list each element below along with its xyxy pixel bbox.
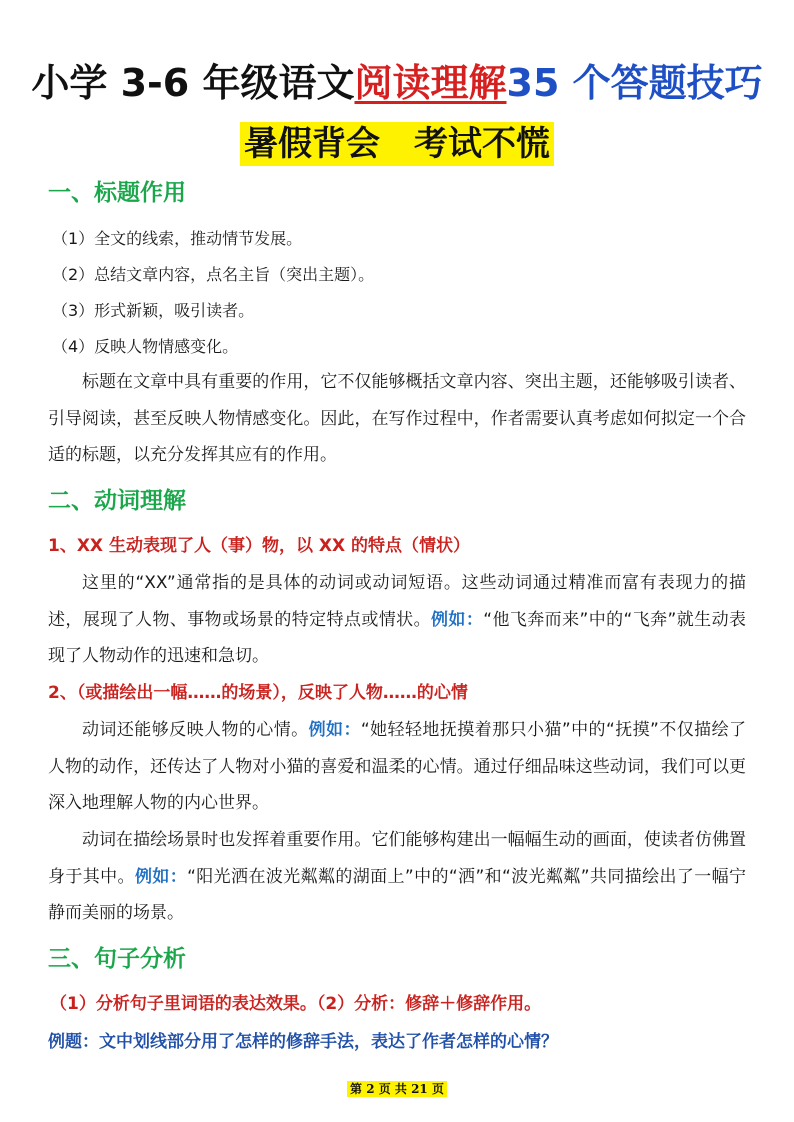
section-heading-sentence-analysis: 三、句子分析 bbox=[48, 946, 186, 972]
paragraph-text: 这里的“XX”通常指的是具体的动词或动词短语。这些动词通过精准而富有表现力的描述，展现了人物、事物或场景的特定特点或情状。 bbox=[48, 573, 746, 630]
paragraph-text: “他飞奔而来”中的“飞奔”就生动表现了人物动作的迅速和急切。 bbox=[48, 609, 747, 666]
section-heading-title-function: 一、标题作用 bbox=[48, 180, 186, 206]
paragraph-text: 动词在描绘场景时也发挥着重要作用。它们能够构建出一幅幅生动的画面，使读者仿佛置身于其中。 bbox=[48, 830, 746, 887]
list-item: （1）全文的线索，推动情节发展。 bbox=[52, 229, 303, 248]
title-part-reading: 阅读理解 bbox=[354, 61, 507, 105]
subheading-sentence: （1）分析句子里词语的表达效果。（2）分析：修辞＋修辞作用。 bbox=[50, 994, 542, 1014]
example-label: 例如： bbox=[134, 866, 188, 887]
list-item: （4）反映人物情感变化。 bbox=[52, 337, 239, 356]
section2-paragraph-2 bbox=[48, 712, 746, 822]
example-question: 例题：文中划线部分用了怎样的修辞手法，表达了作者怎样的心情？ bbox=[48, 1032, 558, 1052]
list-item: （2）总结文章内容，点名主旨（突出主题）。 bbox=[52, 265, 375, 284]
section-heading-verb-understanding: 二、动词理解 bbox=[48, 488, 186, 514]
section2-paragraph-3 bbox=[48, 822, 746, 932]
page-number bbox=[0, 1080, 794, 1098]
section1-paragraph: 标题在文章中具有重要的作用，它不仅能够概括文章内容、突出主题，还能够吸引读者、引导阅读，甚至反映人物情感变化。因此，在写作过程中，作者需要认真考虑如何拟定一个合适的标题，以充分发挥其应有的作用。 bbox=[48, 372, 746, 465]
paragraph-text: “她轻轻地抚摸着那只小猫”中的“抚摸”不仅描绘了人物的动作，还传达了人物对小猫的喜爱和温柔的心情。通过仔细品味这些动词，我们可以更深入地理解人物的内心世界。 bbox=[48, 720, 747, 813]
page-subtitle bbox=[0, 118, 794, 170]
subheading-verb-2: 2、（或描绘出一幅……的场景），反映了人物……的心情 bbox=[48, 683, 468, 703]
section2-paragraph-1 bbox=[48, 565, 746, 675]
page-number-label: 第 2 页 共 21 页 bbox=[347, 1081, 447, 1097]
example-label: 例如： bbox=[308, 720, 361, 740]
example-label: 例如： bbox=[431, 609, 484, 630]
list-item: （3）形式新颖，吸引读者。 bbox=[52, 301, 255, 320]
page-title bbox=[0, 58, 794, 108]
title-part-grade: 小学 3-6 年级语文 bbox=[31, 61, 355, 105]
subheading-verb-1: 1、XX 生动表现了人（事）物，以 XX 的特点（情状） bbox=[48, 536, 471, 556]
paragraph-text: 动词还能够反映人物的心情。 bbox=[82, 720, 309, 740]
subtitle-highlight: 暑假背会 考试不慌 bbox=[240, 122, 554, 166]
title-part-tips: 35 个答题技巧 bbox=[506, 61, 763, 105]
paragraph-text: “阳光洒在波光粼粼的湖面上”中的“洒”和“波光粼粼”共同描绘出了一幅宁静而美丽的场景。 bbox=[48, 866, 747, 923]
